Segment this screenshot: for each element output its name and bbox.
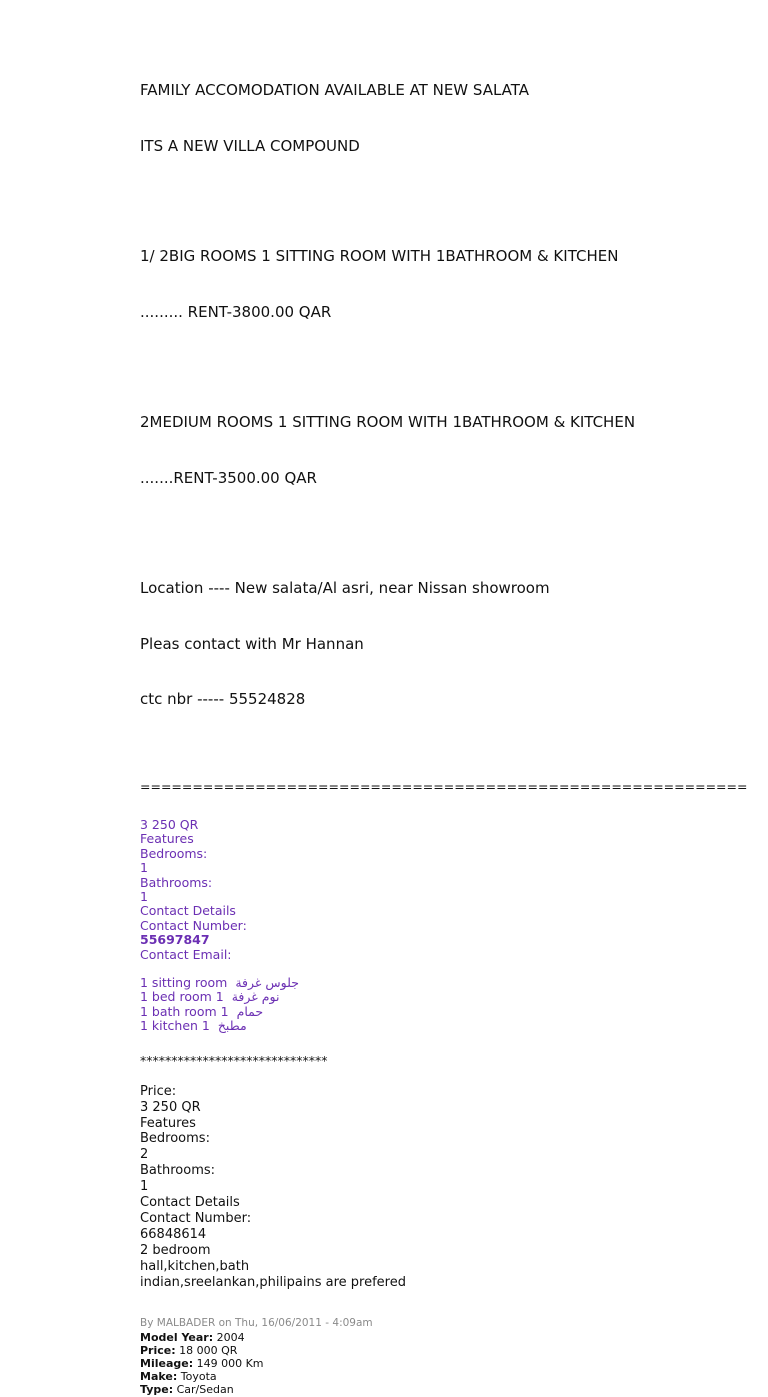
listing2-desc-bedroom: 2 bedroom xyxy=(140,1242,211,1258)
car-listing xyxy=(140,1317,740,1396)
car-row xyxy=(140,1383,740,1396)
subheadline: ITS A NEW VILLA COMPOUND xyxy=(140,136,360,155)
location-text: Location ---- New salata/Al asri, near Nissan showroom xyxy=(140,579,550,597)
stars-separator: ****************************** xyxy=(140,1052,328,1068)
listing1-contact-email-label: Contact Email: xyxy=(140,946,232,962)
car-row xyxy=(140,1331,740,1344)
option2-rooms: 2MEDIUM ROOMS 1 SITTING ROOM WITH 1BATHROOM & KITCHEN xyxy=(140,413,636,431)
car-label: Mileage: xyxy=(140,1357,194,1371)
listing2-price: 3 250 QR xyxy=(140,1099,201,1115)
listing2-bedrooms-label: Bedrooms: xyxy=(140,1131,210,1147)
listing2-contact-details-label: Contact Details xyxy=(140,1195,240,1211)
headline: FAMILY ACCOMODATION AVAILABLE AT NEW SALATA xyxy=(140,81,530,99)
document-page xyxy=(140,44,748,1397)
option1-rent: ......... RENT-3800.00 QAR xyxy=(140,302,332,321)
car-label: Make: xyxy=(140,1370,178,1384)
listing2-bedrooms-value: 2 xyxy=(140,1147,149,1163)
car-value: Toyota xyxy=(180,1370,217,1384)
room-line xyxy=(140,990,740,1004)
car-label: Type: xyxy=(140,1383,174,1397)
car-row xyxy=(140,1370,740,1383)
room-ar: مطبخ xyxy=(217,1018,247,1034)
room-ar: جلوس غرفة xyxy=(235,975,300,991)
listing2-price-label: Price: xyxy=(140,1083,177,1099)
car-value: Car/Sedan xyxy=(176,1383,234,1397)
contact-person: Pleas contact with Mr Hannan xyxy=(140,634,364,653)
room-en: 1 bath room 1 xyxy=(140,1003,229,1019)
listing1-rooms xyxy=(140,976,740,1034)
separator-line: ========================================================== xyxy=(140,778,748,794)
car-row xyxy=(140,1357,740,1370)
room-en: 1 bed room 1 xyxy=(140,989,224,1005)
listing2 xyxy=(140,1084,740,1291)
listing2-contact-number-label: Contact Number: xyxy=(140,1210,252,1226)
listing1-contact-number-label: Contact Number: xyxy=(140,917,247,933)
listing1-bathrooms-value: 1 xyxy=(140,889,148,905)
room-line xyxy=(140,976,740,990)
listing1-price: 3 250 QR xyxy=(140,817,199,832)
car-label: Price: xyxy=(140,1343,176,1357)
contact-number: ctc nbr ----- 55524828 xyxy=(140,690,306,708)
listing2-features-label: Features xyxy=(140,1115,196,1131)
car-value: 149 000 Km xyxy=(196,1357,264,1371)
room-ar: حمام xyxy=(236,1003,264,1019)
car-value: 2004 xyxy=(216,1330,245,1344)
listing1-contact-number-value: 55697847 xyxy=(140,932,210,948)
listing1-contact-details-label: Contact Details xyxy=(140,903,236,919)
listing1-bedrooms-label: Bedrooms: xyxy=(140,845,208,861)
ad-header xyxy=(140,44,740,746)
room-ar: نوم غرفة xyxy=(231,989,280,1005)
listing2-contact-number-value: 66848614 xyxy=(140,1226,207,1242)
option1-rooms: 1/ 2BIG ROOMS 1 SITTING ROOM WITH 1BATHROOM & KITCHEN xyxy=(140,247,619,265)
car-value: 18 000 QR xyxy=(179,1343,238,1357)
car-row xyxy=(140,1344,740,1357)
listing2-bathrooms-value: 1 xyxy=(140,1179,149,1195)
listing2-desc-rooms: hall,kitchen,bath xyxy=(140,1258,250,1274)
listing1 xyxy=(140,818,740,962)
listing2-desc-preference: indian,sreelankan,philipains are prefered xyxy=(140,1274,406,1290)
listing2-bathrooms-label: Bathrooms: xyxy=(140,1163,216,1179)
option2-rent: .......RENT-3500.00 QAR xyxy=(140,468,317,487)
car-meta: By MALBADER on Thu, 16/06/2011 - 4:09am xyxy=(140,1317,373,1330)
car-label: Model Year: xyxy=(140,1330,214,1344)
listing1-bedrooms-value: 1 xyxy=(140,860,148,876)
listing1-features-label: Features xyxy=(140,831,194,847)
room-line xyxy=(140,1019,740,1033)
room-en: 1 sitting room xyxy=(140,975,228,991)
listing1-bathrooms-label: Bathrooms: xyxy=(140,874,213,890)
room-en: 1 kitchen 1 xyxy=(140,1018,210,1034)
room-line xyxy=(140,1005,740,1019)
